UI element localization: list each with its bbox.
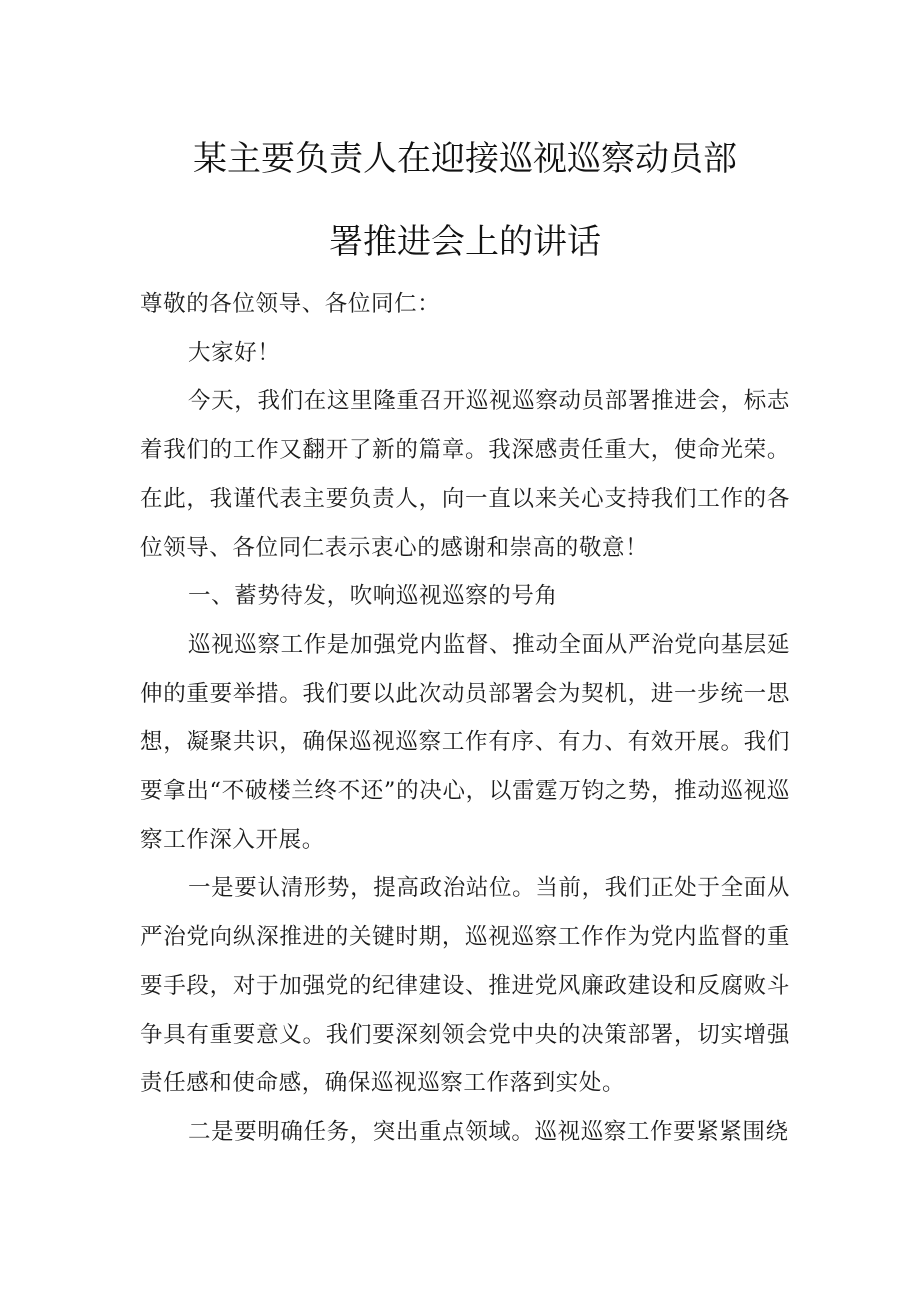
paragraph-opening: 今天，我们在这里隆重召开巡视巡察动员部署推进会，标志着我们的工作又翻开了新的篇章。我深感责任重大，使命光荣。在此，我谨代表主要负责人，向一直以来关心支持我们工作的各位领导、各位同仁表示衷心的感谢和崇高的敬意！ bbox=[140, 388, 790, 561]
section-heading-1: 一、蓄势待发，吹响巡视巡察的号角 bbox=[188, 583, 558, 610]
paragraph-greeting: 大家好！ bbox=[188, 339, 281, 366]
paragraph-point-2: 二是要明确任务，突出重点领域。巡视巡察工作要紧紧围绕 bbox=[188, 1118, 789, 1145]
document-body bbox=[140, 280, 790, 1157]
paragraph-section-1-intro: 巡视巡察工作是加强党内监督、推动全面从严治党向基层延伸的重要举措。我们要以此次动员部署会为契机，进一步统一思想，凝聚共识，确保巡视巡察工作有序、有力、有效开展。我们要拿出“不破楼兰终不还”的决心，以雷霆万钧之势，推动巡视巡察工作深入开展。 bbox=[140, 631, 790, 853]
document-title-line-2: 署推进会上的讲话 bbox=[329, 222, 601, 262]
paragraph-point-1: 一是要认清形势，提高政治站位。当前，我们正处于全面从严治党向纵深推进的关键时期，巡视巡察工作作为党内监督的重要手段，对于加强党的纪律建设、推进党风廉政建设和反腐败斗争具有重要意义。我们要深刻领会党中央的决策部署，切实增强责任感和使命感，确保巡视巡察工作落到实处。 bbox=[140, 875, 790, 1097]
document-title-line-1: 某主要负责人在迎接巡视巡察动员部 bbox=[193, 139, 737, 179]
salutation: 尊敬的各位领导、各位同仁： bbox=[140, 291, 441, 317]
